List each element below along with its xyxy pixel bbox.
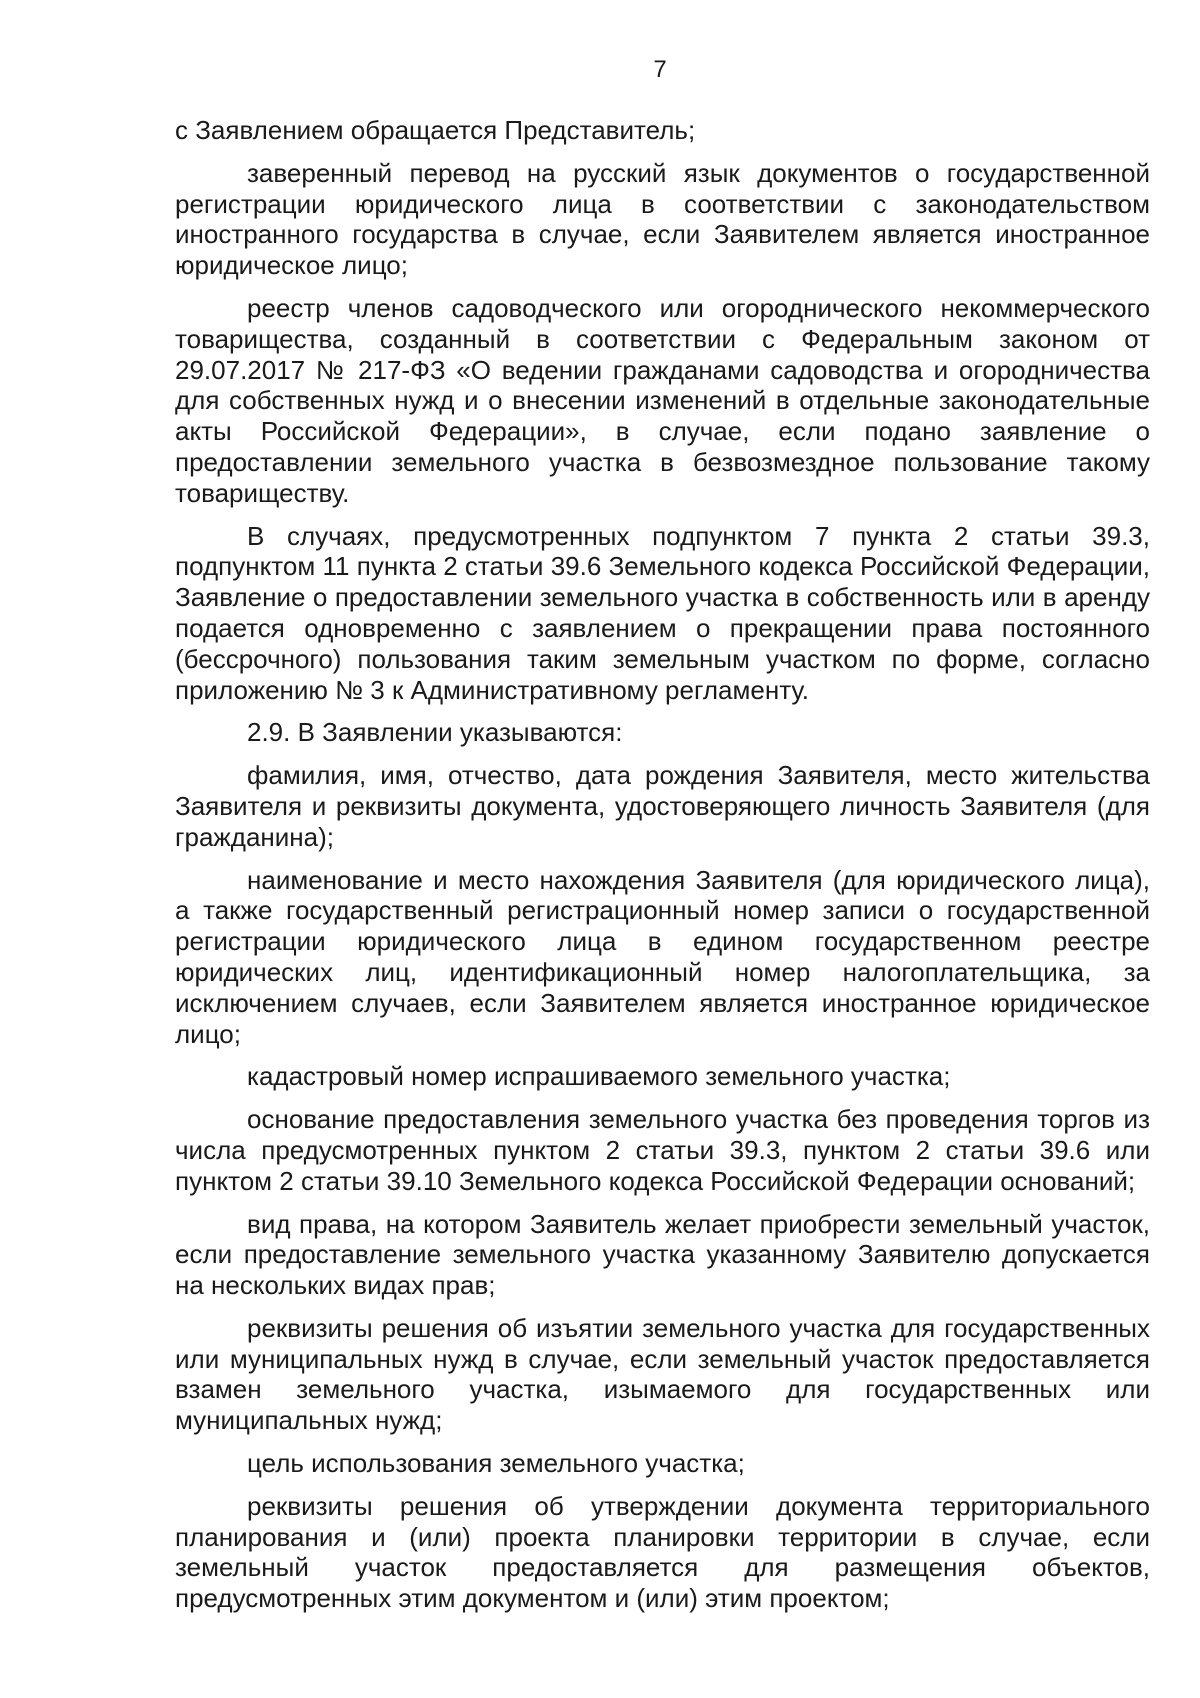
list-item-applicant-person: фамилия, имя, отчество, дата рождения Заявителя, место жительства Заявителя и реквизиты документа, удостоверяющего личность Заявителя (для гражданина); [175, 760, 1150, 852]
list-item-cadastral-number: кадастровый номер испрашиваемого земельного участка; [247, 1061, 951, 1092]
document-body [175, 115, 1150, 1626]
list-item-grounds: основание предоставления земельного участка без проведения торгов из числа предусмотренных пунктом 2 статьи 39.3, пунктом 2 статьи 39.6 или пунктом 2 статьи 39.10 Земельного кодекса Российской Федерации оснований; [175, 1104, 1150, 1196]
list-item-applicant-legal-entity: наименование и место нахождения Заявителя (для юридического лица), а также государственный регистрационный номер записи о государственной регистрации юридического лица в едином государственном реестре юридических лиц, идентификационный номер налогоплательщика, за исключением случаев, если Заявителем является иностранное юридическое лицо; [175, 864, 1150, 1049]
page-number: 7 [653, 56, 667, 83]
list-item-seizure-decision: реквизиты решения об изъятии земельного участка для государственных или муниципальных нужд в случае, если земельный участок предоставляется взамен земельного участка, изымаемого для государственных или муниципальных нужд; [175, 1312, 1150, 1436]
paragraph-members-registry: реестр членов садоводческого или огороднического некоммерческого товарищества, созданный в соответствии с Федеральным законом от 29.07.2017 № 217-ФЗ «О ведении гражданами садоводства и огородничества для собственных нужд и о внесении изменений в отдельные законодательные акты Российской Федерации», в случае, если подано заявление о предоставлении земельного участка в безвозмездное пользование такому товариществу. [175, 292, 1150, 508]
list-item-usage-purpose: цель использования земельного участка; [247, 1448, 745, 1479]
list-item-right-type: вид права, на котором Заявитель желает приобрести земельный участок, если предоставление земельного участка указанному Заявителю допускается на нескольких видах прав; [175, 1208, 1150, 1301]
paragraph-representative: с Заявлением обращается Представитель; [175, 115, 696, 145]
paragraph-certified-translation: заверенный перевод на русский язык документов о государственной регистрации юридического лица в соответствии с законодательством иностранного государства в случае, если Заявителем является иностранное юридическое лицо; [175, 157, 1150, 281]
list-item-planning-decision: реквизиты решения об утверждении документа территориального планирования и (или) проекта планировки территории в случае, если земельный участок предоставляется для размещения объектов, предусмотренных этим документом и (или) этим проектом; [175, 1490, 1150, 1614]
paragraph-special-cases: В случаях, предусмотренных подпунктом 7 пункта 2 статьи 39.3, подпунктом 11 пункта 2 статьи 39.6 Земельного кодекса Российской Федерации, Заявление о предоставлении земельного участка в собственность или в аренду подается одновременно с заявлением о прекращении права постоянного (бессрочного) пользования таким земельным участком по форме, согласно приложению № 3 к Административному регламенту. [175, 520, 1150, 705]
section-heading-2-9: 2.9. В Заявлении указываются: [247, 717, 623, 748]
